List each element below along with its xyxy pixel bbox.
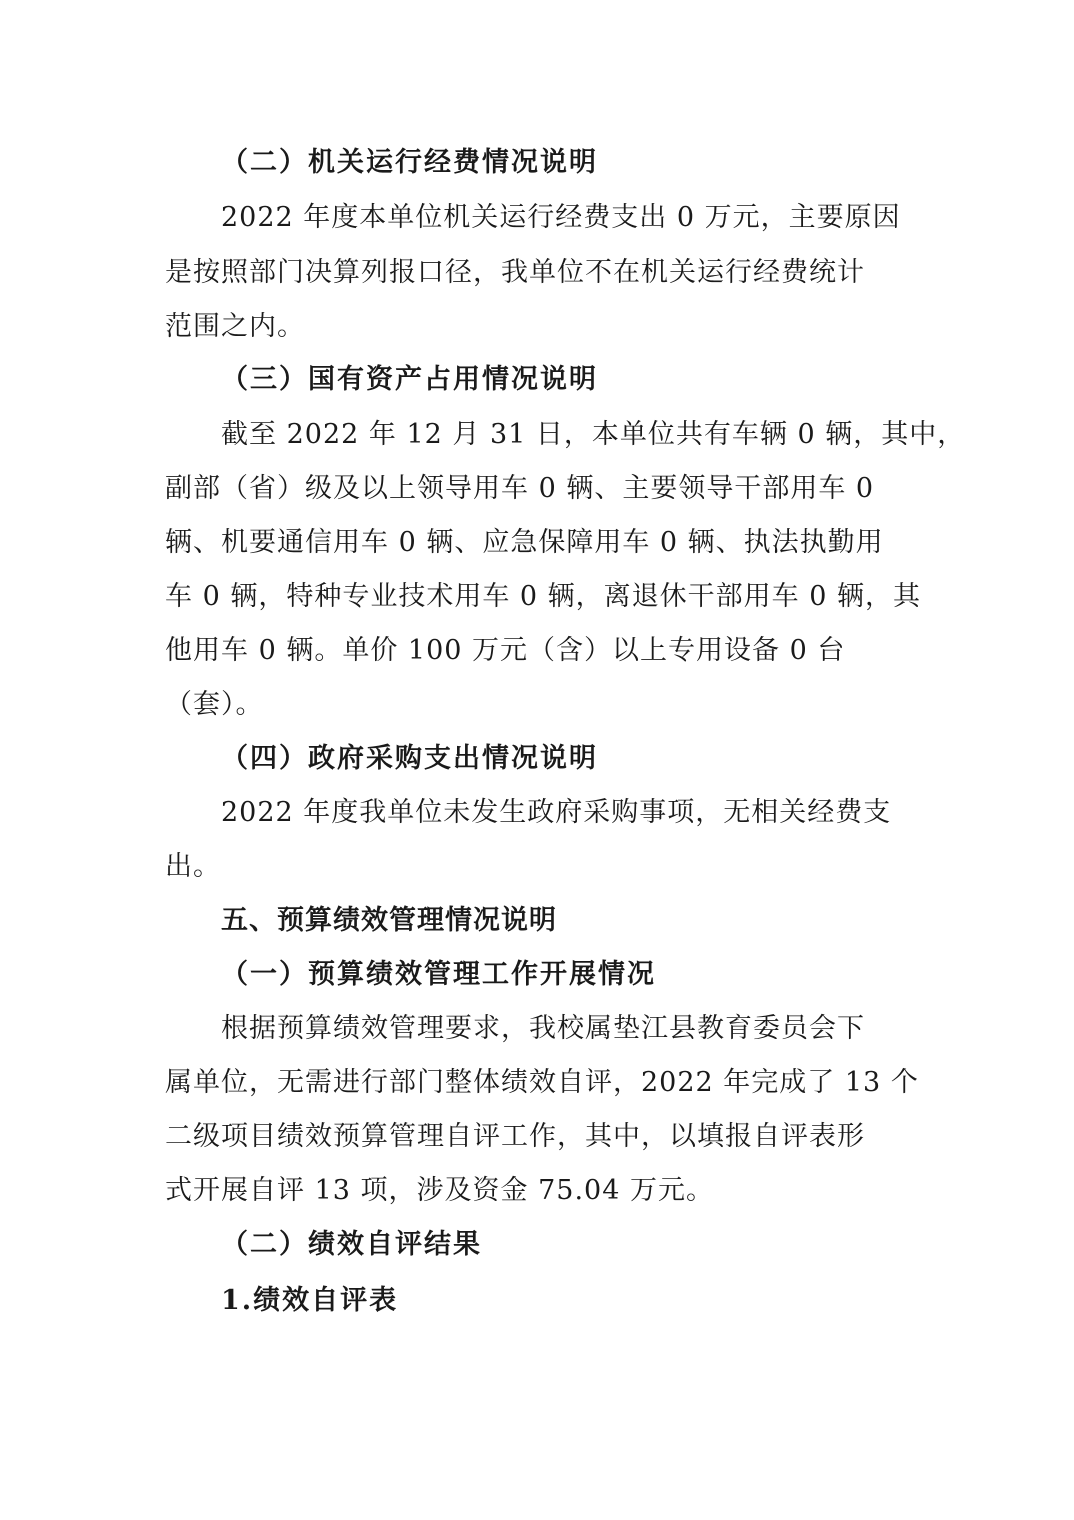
paragraph-line: 二级项目绩效预算管理自评工作，其中，以填报自评表形 <box>165 1121 865 1152</box>
paragraph-line: 根据预算绩效管理要求，我校属垫江县教育委员会下 <box>221 1013 865 1044</box>
paragraph-line: 辆、机要通信用车 0 辆、应急保障用车 0 辆、执法执勤用 <box>165 527 884 558</box>
paragraph-line: 范围之内。 <box>165 311 305 342</box>
paragraph-line: 出。 <box>165 851 221 882</box>
chapter-heading-performance: 五、预算绩效管理情况说明 <box>221 905 557 936</box>
paragraph-line: （套）。 <box>165 689 264 720</box>
paragraph-line: 车 0 辆，特种专业技术用车 0 辆，离退休干部用车 0 辆，其 <box>165 581 922 612</box>
section-heading-self-evaluation-results: （二）绩效自评结果 <box>221 1229 482 1260</box>
paragraph-line: 是按照部门决算列报口径，我单位不在机关运行经费统计 <box>165 257 865 288</box>
paragraph-line: 截至 2022 年 12 月 31 日，本单位共有车辆 0 辆，其中， <box>221 419 966 450</box>
section-heading-performance-work: （一）预算绩效管理工作开展情况 <box>221 959 656 990</box>
section-heading-state-assets: （三）国有资产占用情况说明 <box>221 364 598 395</box>
section-heading-admin-expenses: （二）机关运行经费情况说明 <box>221 147 598 178</box>
paragraph-line: 2022 年度本单位机关运行经费支出 0 万元，主要原因 <box>221 202 901 233</box>
section-heading-procurement: （四）政府采购支出情况说明 <box>221 743 598 774</box>
paragraph-line: 他用车 0 辆。单价 100 万元（含）以上专用设备 0 台 <box>165 635 846 666</box>
paragraph-line: 2022 年度我单位未发生政府采购事项，无相关经费支 <box>221 797 892 828</box>
paragraph-line: 副部（省）级及以上领导用车 0 辆、主要领导干部用车 0 <box>165 473 875 504</box>
paragraph-line: 式开展自评 13 项，涉及资金 75.04 万元。 <box>165 1175 714 1206</box>
paragraph-line: 属单位，无需进行部门整体绩效自评，2022 年完成了 13 个 <box>165 1067 919 1098</box>
item-heading-self-evaluation-table: 1.绩效自评表 <box>221 1285 399 1316</box>
